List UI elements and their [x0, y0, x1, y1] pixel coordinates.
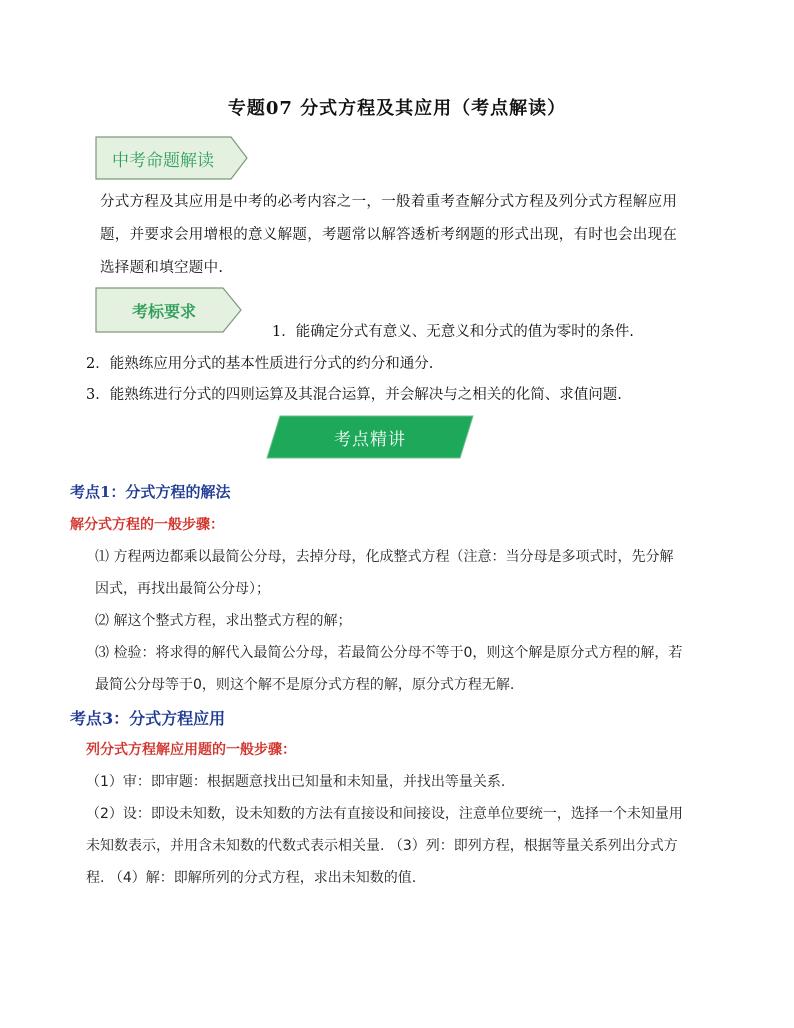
- requirement-item: 3．能熟练进行分式的四则运算及其混合运算，并会解决与之相关的化简、求值问题.: [86, 387, 622, 403]
- solve-step: ⑵ 解这个整式方程，求出整式方程的解；: [95, 613, 352, 629]
- requirement-item: 1．能确定分式有意义、无意义和分式的值为零时的条件.: [272, 324, 634, 340]
- standards-requirement-label: 考标要求: [131, 301, 196, 321]
- standards-requirement-tag: [95, 287, 243, 333]
- page-title: 专题07 分式方程及其应用（考点解读）: [227, 98, 567, 119]
- key-points-label: 考点精讲: [334, 429, 406, 450]
- point1-subheading: 解分式方程的一般步骤：: [70, 517, 224, 533]
- point3-heading: 考点3：分式方程应用: [70, 709, 226, 728]
- exam-interpretation-tag: [95, 136, 249, 180]
- intro-paragraph: 分式方程及其应用是中考的必考内容之一，一般着重考查解分式方程及列分式方程解应用题，并要求会用增根的意义解题，考题常以解答透析考纲题的形式出现，有时也会出现在选择题和填空题中.: [100, 194, 678, 276]
- application-step: （1）审：即审题：根据题意找出已知量和未知量，并找出等量关系.: [86, 774, 506, 790]
- point3-subheading: 列分式方程解应用题的一般步骤：: [86, 742, 296, 758]
- requirement-item: 2．能熟练应用分式的基本性质进行分式的约分和通分.: [86, 356, 434, 372]
- solve-step: ⑴ 方程两边都乘以最简公分母，去掉分母，化成整式方程（注意：当分母是多项式时，先分解因式，再找出最简公分母）；: [95, 549, 674, 597]
- key-points-banner: [266, 415, 474, 459]
- exam-interpretation-label: 中考命题解读: [112, 150, 214, 171]
- application-step: （2）设：即设未知数，设未知数的方法有直接设和间接设，注意单位要统一，选择一个未知量用未知数表示，并用含未知数的代数式表示相关量. （3）列：即列方程，根据等量关系列出分式方程. （4）解：即解所列的分式方程，求出未知数的值.: [86, 806, 683, 886]
- solve-step: ⑶ 检验：将求得的解代入最简公分母，若最简公分母不等于0，则这个解是原分式方程的解，若最简公分母等于0，则这个解不是原分式方程的解，原分式方程无解.: [95, 645, 683, 693]
- point1-heading: 考点1：分式方程的解法: [70, 483, 231, 501]
